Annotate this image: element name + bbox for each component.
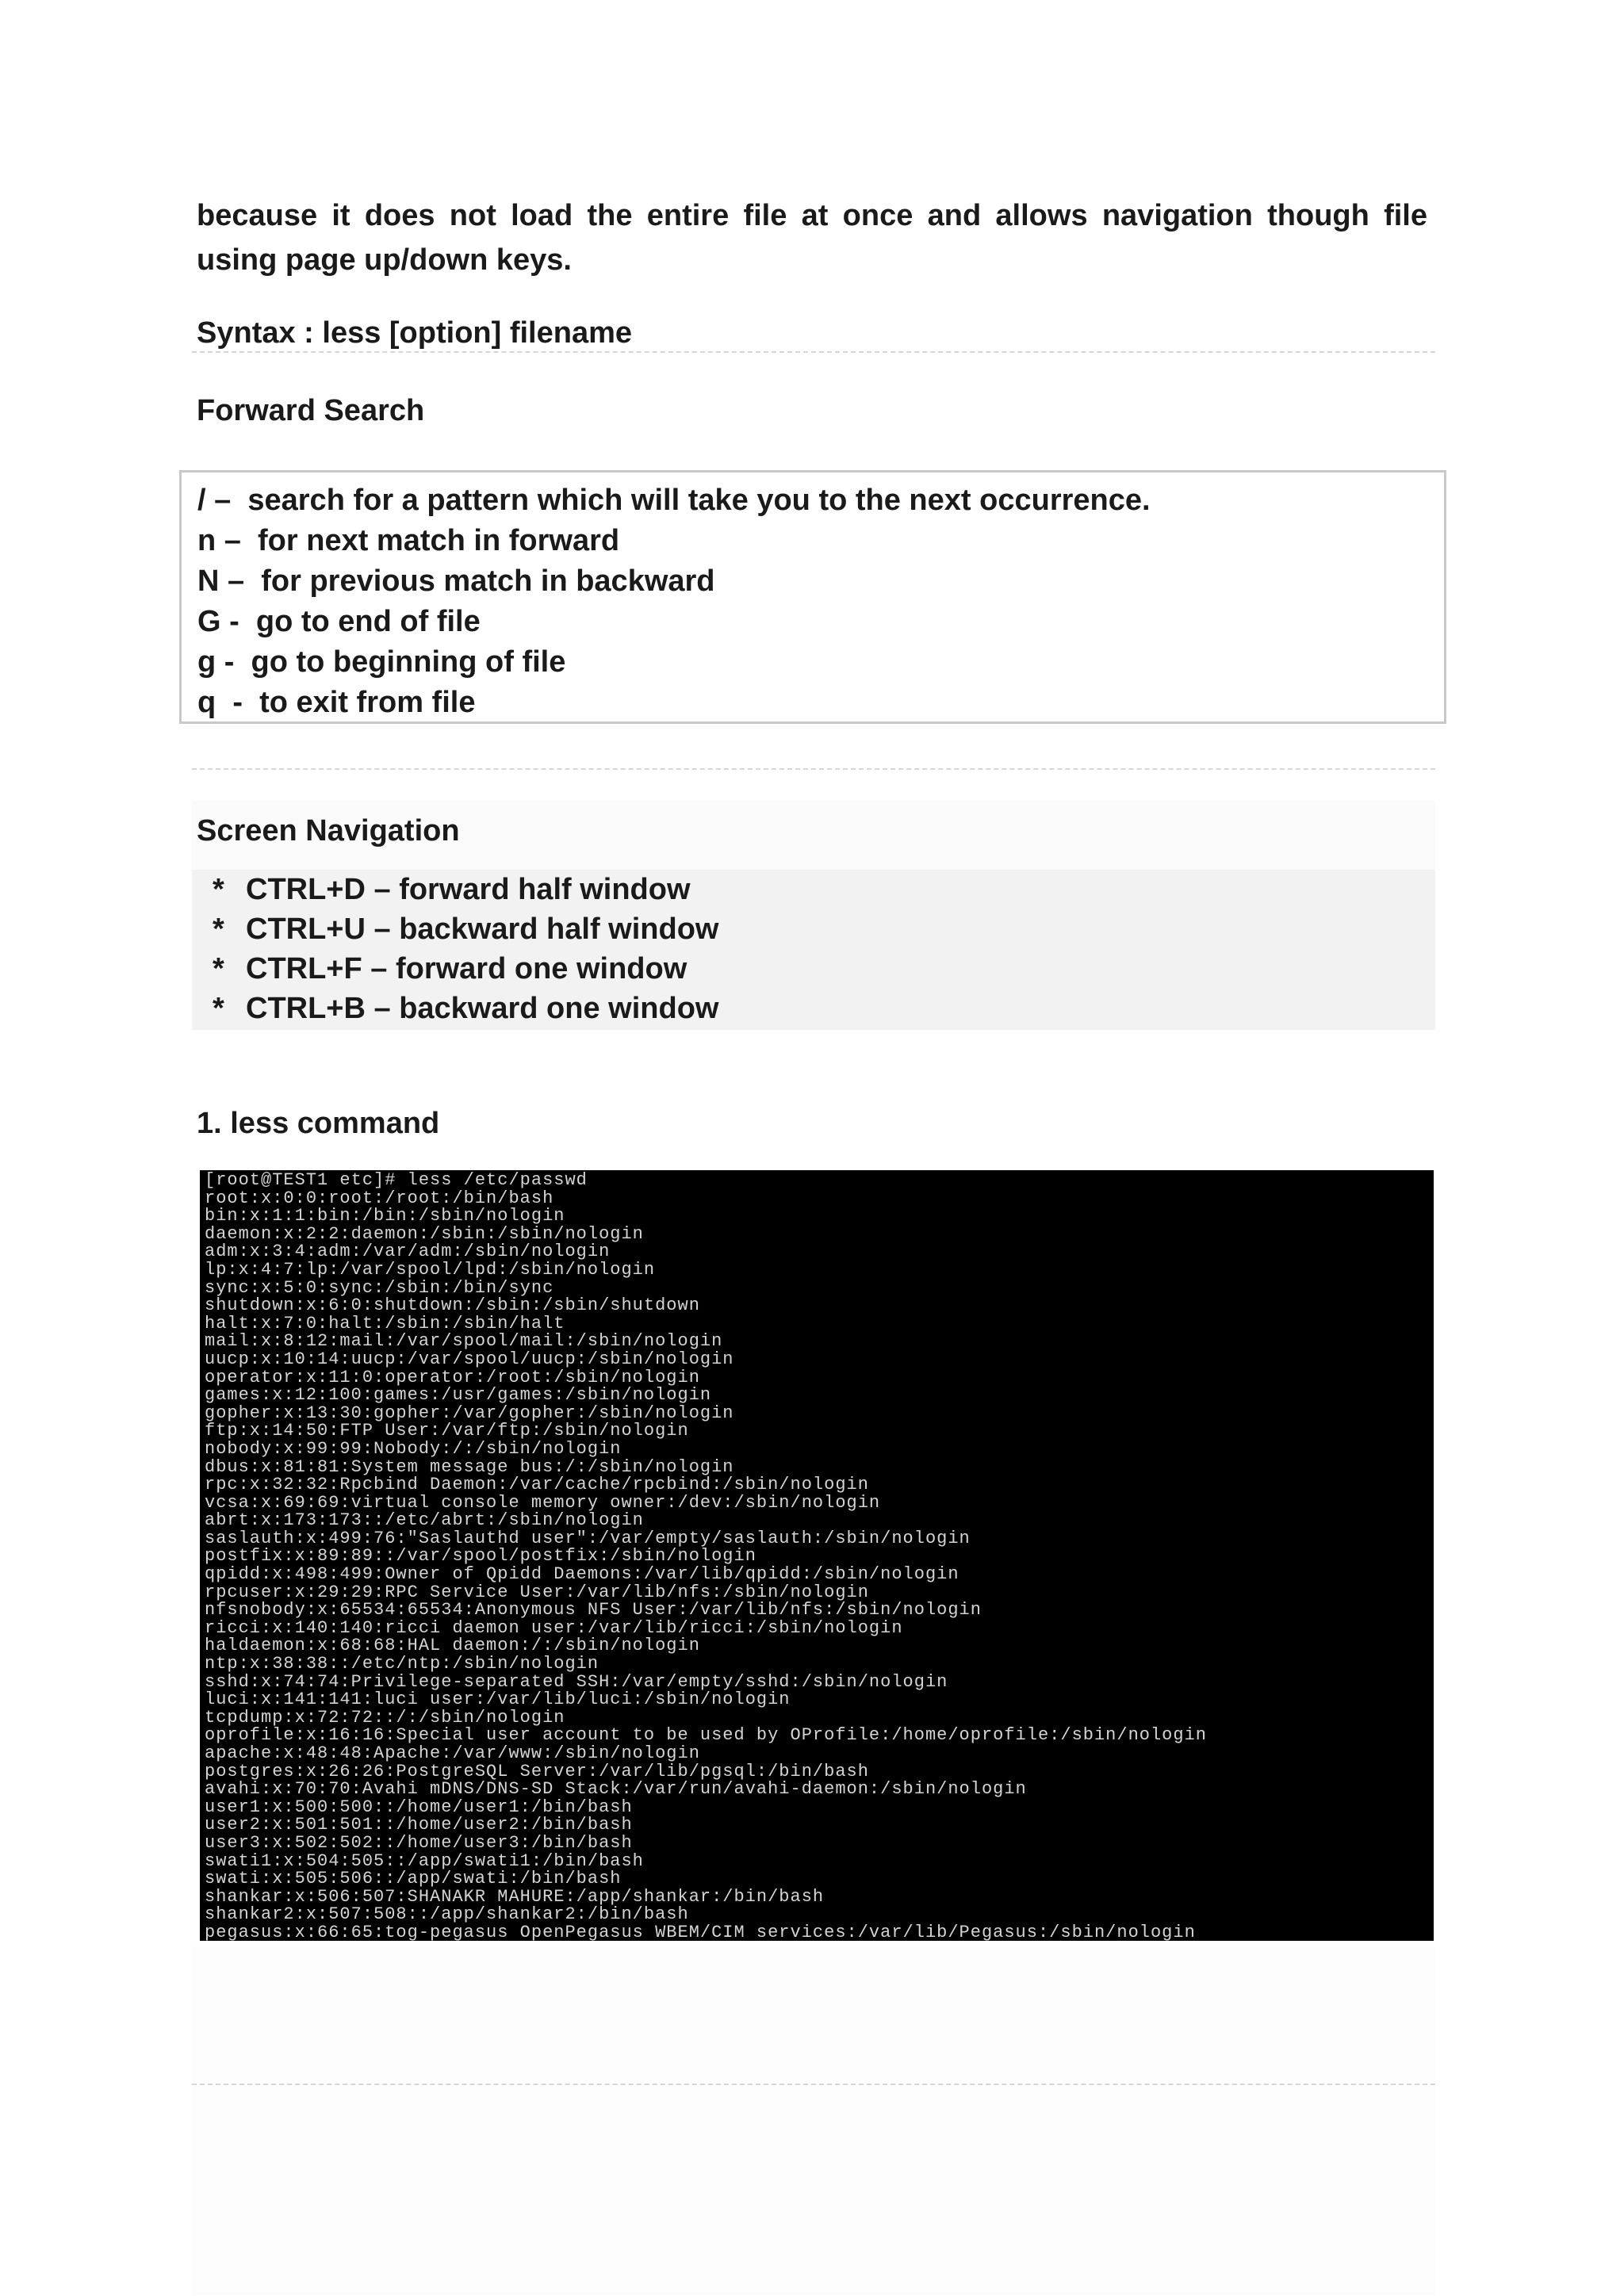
terminal-line: qpidd:x:498:499:Owner of Qpidd Daemons:/var/lib/qpidd:/sbin/nologin (205, 1564, 959, 1585)
terminal-line: pegasus:x:66:65:tog-pegasus OpenPegasus WBEM/CIM services:/var/lib/Pegasus:/sbin/nologin (205, 1922, 1196, 1941)
terminal-line: gopher:x:13:30:gopher:/var/gopher:/sbin/nologin (205, 1402, 734, 1423)
bullet: * (213, 952, 224, 985)
terminal-screenshot (200, 1170, 1434, 1941)
terminal-line: halt:x:7:0:halt:/sbin:/sbin/halt (205, 1313, 565, 1334)
list-item (213, 870, 718, 909)
list-item (213, 949, 718, 989)
syntax-line: Syntax : less [option] filename (197, 316, 632, 350)
list-item-text: CTRL+U – backward half window (246, 913, 719, 946)
forward-search-box (179, 470, 1446, 724)
terminal-line: oprofile:x:16:16:Special user account to be used by OProfile:/home/oprofile:/sbin/nologin (205, 1725, 1207, 1746)
list-item: N – for previous match in backward (197, 564, 715, 598)
terminal-line: swati1:x:504:505::/app/swati1:/bin/bash (205, 1850, 644, 1871)
screen-navigation-list (213, 870, 718, 1028)
list-item (213, 909, 718, 949)
list-item: n – for next match in forward (197, 524, 620, 557)
blank-area (192, 1946, 1435, 2295)
terminal-line: ftp:x:14:50:FTP User:/var/ftp:/sbin/nologin (205, 1421, 689, 1441)
list-item (213, 989, 718, 1028)
intro-paragraph: because it does not load the entire file at once and allows navigation though file using page up/down keys. (197, 199, 1427, 277)
terminal-line: [root@TEST1 etc]# less /etc/passwd (205, 1170, 588, 1190)
list-item: g - go to beginning of file (197, 645, 566, 679)
terminal-line: rpc:x:32:32:Rpcbind Daemon:/var/cache/rpcbind:/sbin/nologin (205, 1475, 869, 1495)
terminal-output (205, 1172, 1434, 1941)
divider (192, 2084, 1435, 2085)
terminal-line: avahi:x:70:70:Avahi mDNS/DNS-SD Stack:/var/run/avahi-daemon:/sbin/nologin (205, 1779, 1027, 1800)
terminal-line: root:x:0:0:root:/root:/bin/bash (205, 1188, 554, 1208)
terminal-line: postfix:x:89:89::/var/spool/postfix:/sbin/nologin (205, 1546, 756, 1567)
terminal-line: shankar:x:506:507:SHANAKR MAHURE:/app/shankar:/bin/bash (205, 1886, 825, 1907)
forward-search-heading: Forward Search (197, 394, 425, 427)
terminal-line: ntp:x:38:38::/etc/ntp:/sbin/nologin (205, 1654, 599, 1674)
list-item: / – search for a pattern which will take you to the next occurrence. (197, 484, 1151, 517)
divider (192, 768, 1435, 770)
terminal-line: sync:x:5:0:sync:/sbin:/bin/sync (205, 1277, 554, 1298)
forward-search-list (182, 473, 1444, 723)
terminal-line: postgres:x:26:26:PostgreSQL Server:/var/lib/pgsql:/bin/bash (205, 1761, 869, 1781)
terminal-line: nfsnobody:x:65534:65534:Anonymous NFS User:/var/lib/nfs:/sbin/nologin (205, 1600, 982, 1621)
terminal-line: operator:x:11:0:operator:/root:/sbin/nologin (205, 1367, 700, 1387)
terminal-line: apache:x:48:48:Apache:/var/www:/sbin/nologin (205, 1743, 700, 1763)
terminal-line: user3:x:502:502::/home/user3:/bin/bash (205, 1832, 633, 1853)
terminal-line: haldaemon:x:68:68:HAL daemon:/:/sbin/nologin (205, 1636, 700, 1656)
list-item-text: CTRL+D – forward half window (246, 873, 691, 906)
list-item: G - go to end of file (197, 605, 481, 638)
terminal-line: rpcuser:x:29:29:RPC Service User:/var/lib/nfs:/sbin/nologin (205, 1582, 869, 1602)
list-item: q - to exit from file (197, 686, 476, 719)
terminal-line: adm:x:3:4:adm:/var/adm:/sbin/nologin (205, 1242, 611, 1262)
terminal-line: games:x:12:100:games:/usr/games:/sbin/nologin (205, 1385, 712, 1406)
terminal-line: luci:x:141:141:luci user:/var/lib/luci:/sbin/nologin (205, 1689, 791, 1710)
terminal-line: sshd:x:74:74:Privilege-separated SSH:/var/empty/sshd:/sbin/nologin (205, 1671, 948, 1692)
divider (192, 351, 1435, 353)
terminal-line: ricci:x:140:140:ricci daemon user:/var/lib/ricci:/sbin/nologin (205, 1617, 903, 1638)
terminal-line: saslauth:x:499:76:"Saslauthd user":/var/empty/saslauth:/sbin/nologin (205, 1528, 971, 1548)
bullet: * (213, 913, 224, 946)
bullet: * (213, 873, 224, 906)
terminal-line: nobody:x:99:99:Nobody:/:/sbin/nologin (205, 1438, 622, 1459)
terminal-line: shutdown:x:6:0:shutdown:/sbin:/sbin/shutdown (205, 1295, 700, 1316)
terminal-line: tcpdump:x:72:72::/:/sbin/nologin (205, 1707, 565, 1728)
example-heading: 1. less command (197, 1107, 440, 1140)
bullet: * (213, 992, 224, 1025)
terminal-line: swati:x:505:506::/app/swati:/bin/bash (205, 1869, 622, 1889)
terminal-line: user1:x:500:500::/home/user1:/bin/bash (205, 1797, 633, 1817)
list-item-text: CTRL+B – backward one window (246, 992, 719, 1025)
terminal-line: lp:x:4:7:lp:/var/spool/lpd:/sbin/nologin (205, 1259, 656, 1280)
screen-navigation-heading: Screen Navigation (197, 814, 460, 848)
terminal-line: user2:x:501:501::/home/user2:/bin/bash (205, 1815, 633, 1835)
terminal-line: mail:x:8:12:mail:/var/spool/mail:/sbin/nologin (205, 1331, 723, 1352)
terminal-line: shankar2:x:507:508::/app/shankar2:/bin/bash (205, 1904, 689, 1925)
terminal-line: vcsa:x:69:69:virtual console memory owner:/dev:/sbin/nologin (205, 1492, 881, 1513)
terminal-line: uucp:x:10:14:uucp:/var/spool/uucp:/sbin/nologin (205, 1349, 734, 1369)
list-item-text: CTRL+F – forward one window (246, 952, 688, 985)
terminal-line: bin:x:1:1:bin:/bin:/sbin/nologin (205, 1206, 565, 1226)
terminal-line: daemon:x:2:2:daemon:/sbin:/sbin/nologin (205, 1223, 644, 1244)
terminal-line: abrt:x:173:173::/etc/abrt:/sbin/nologin (205, 1510, 644, 1531)
terminal-line: dbus:x:81:81:System message bus:/:/sbin/nologin (205, 1456, 734, 1477)
